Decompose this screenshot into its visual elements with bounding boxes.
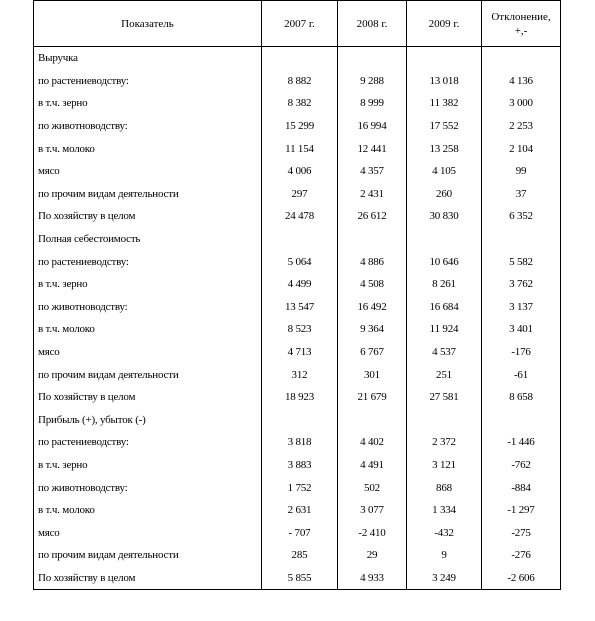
value-2007: 297 (262, 183, 338, 206)
value-2008: -2 410 (338, 521, 407, 544)
row-label: по животноводству: (34, 296, 262, 319)
value-deviation: -276 (482, 544, 561, 567)
value-2008: 4 491 (338, 454, 407, 477)
value-deviation (482, 47, 561, 70)
value-2007: 4 713 (262, 341, 338, 364)
row-label: по растениеводству: (34, 70, 262, 93)
value-2007: 8 882 (262, 70, 338, 93)
table-row (34, 47, 561, 70)
value-deviation (482, 228, 561, 251)
row-label: по животноводству: (34, 476, 262, 499)
row-label: По хозяйству в целом (34, 205, 262, 228)
row-label: в т.ч. зерно (34, 454, 262, 477)
table-body (34, 47, 561, 590)
value-2007: 312 (262, 363, 338, 386)
value-2008: 301 (338, 363, 407, 386)
value-2009 (407, 409, 482, 432)
value-2007: 2 631 (262, 499, 338, 522)
value-2007: 15 299 (262, 115, 338, 138)
row-label: мясо (34, 341, 262, 364)
table-row (34, 228, 561, 251)
value-deviation: 3 401 (482, 318, 561, 341)
value-2007: 1 752 (262, 476, 338, 499)
value-deviation (482, 409, 561, 432)
value-deviation: -176 (482, 341, 561, 364)
table-row (34, 183, 561, 206)
value-2009: 11 924 (407, 318, 482, 341)
value-deviation: -275 (482, 521, 561, 544)
value-2007 (262, 409, 338, 432)
row-label: в т.ч. молоко (34, 137, 262, 160)
value-2008: 502 (338, 476, 407, 499)
value-deviation: -1 297 (482, 499, 561, 522)
table-row (34, 250, 561, 273)
row-label: по животноводству: (34, 115, 262, 138)
value-2008: 29 (338, 544, 407, 567)
row-label: мясо (34, 521, 262, 544)
value-2008: 4 357 (338, 160, 407, 183)
table-row (34, 341, 561, 364)
value-2008: 12 441 (338, 137, 407, 160)
row-label: по прочим видам деятельности (34, 183, 262, 206)
value-2009: 2 372 (407, 431, 482, 454)
value-2008 (338, 47, 407, 70)
value-deviation: 2 253 (482, 115, 561, 138)
value-2009: -432 (407, 521, 482, 544)
row-label: Выручка (34, 47, 262, 70)
row-label: в т.ч. зерно (34, 92, 262, 115)
table-row (34, 318, 561, 341)
row-label: по растениеводству: (34, 250, 262, 273)
value-2008 (338, 409, 407, 432)
value-2008: 3 077 (338, 499, 407, 522)
table-row (34, 70, 561, 93)
table-row (34, 137, 561, 160)
value-2009: 13 018 (407, 70, 482, 93)
header-deviation-line1: Отклонение, (491, 10, 551, 23)
row-label: по прочим видам деятельности (34, 363, 262, 386)
value-2008: 2 431 (338, 183, 407, 206)
value-2009: 1 334 (407, 499, 482, 522)
value-2007: 18 923 (262, 386, 338, 409)
value-2008: 26 612 (338, 205, 407, 228)
value-2007: 8 382 (262, 92, 338, 115)
table-row (34, 273, 561, 296)
value-2009 (407, 47, 482, 70)
value-2008: 16 492 (338, 296, 407, 319)
value-2007 (262, 47, 338, 70)
header-2009: 2009 г. (407, 1, 482, 47)
value-2009: 251 (407, 363, 482, 386)
value-2008: 21 679 (338, 386, 407, 409)
value-deviation: 3 137 (482, 296, 561, 319)
table-row (34, 205, 561, 228)
value-2007: 13 547 (262, 296, 338, 319)
value-deviation: -1 446 (482, 431, 561, 454)
table-row (34, 544, 561, 567)
row-label: По хозяйству в целом (34, 567, 262, 590)
table-row (34, 409, 561, 432)
value-deviation: 8 658 (482, 386, 561, 409)
table-row (34, 499, 561, 522)
header-2008: 2008 г. (338, 1, 407, 47)
value-2009: 10 646 (407, 250, 482, 273)
value-deviation: -762 (482, 454, 561, 477)
value-2009: 8 261 (407, 273, 482, 296)
value-deviation: 6 352 (482, 205, 561, 228)
row-label: Полная себестоимость (34, 228, 262, 251)
row-label: в т.ч. зерно (34, 273, 262, 296)
value-2007: 24 478 (262, 205, 338, 228)
row-label: по растениеводству: (34, 431, 262, 454)
value-2007: 11 154 (262, 137, 338, 160)
table-row (34, 115, 561, 138)
value-2009: 3 121 (407, 454, 482, 477)
table-row (34, 431, 561, 454)
value-deviation: 5 582 (482, 250, 561, 273)
value-deviation: 37 (482, 183, 561, 206)
value-2008: 9 288 (338, 70, 407, 93)
table-row (34, 386, 561, 409)
row-label: в т.ч. молоко (34, 499, 262, 522)
value-2008: 4 402 (338, 431, 407, 454)
value-deviation: -61 (482, 363, 561, 386)
value-2009: 9 (407, 544, 482, 567)
row-label: По хозяйству в целом (34, 386, 262, 409)
header-deviation (482, 1, 561, 47)
value-2008: 16 994 (338, 115, 407, 138)
value-2009: 27 581 (407, 386, 482, 409)
row-label: мясо (34, 160, 262, 183)
value-deviation: 3 000 (482, 92, 561, 115)
value-2009 (407, 228, 482, 251)
header-deviation-line2: +,- (514, 24, 528, 37)
header-indicator: Показатель (34, 1, 262, 47)
value-2009: 3 249 (407, 567, 482, 590)
value-2008: 6 767 (338, 341, 407, 364)
value-deviation: 3 762 (482, 273, 561, 296)
table-row (34, 476, 561, 499)
value-deviation: -884 (482, 476, 561, 499)
value-2008 (338, 228, 407, 251)
table-row (34, 521, 561, 544)
table-row (34, 567, 561, 590)
value-2008: 9 364 (338, 318, 407, 341)
value-2007: 4 006 (262, 160, 338, 183)
value-2007: 3 883 (262, 454, 338, 477)
value-2008: 8 999 (338, 92, 407, 115)
value-deviation: 99 (482, 160, 561, 183)
value-2007: 3 818 (262, 431, 338, 454)
value-2007 (262, 228, 338, 251)
financial-results-table (33, 0, 561, 590)
value-2008: 4 508 (338, 273, 407, 296)
row-label: Прибыль (+), убыток (-) (34, 409, 262, 432)
table-header-row (34, 1, 561, 47)
table-row (34, 454, 561, 477)
value-deviation: 2 104 (482, 137, 561, 160)
value-2007: 5 855 (262, 567, 338, 590)
table-row (34, 92, 561, 115)
value-2009: 11 382 (407, 92, 482, 115)
value-2009: 16 684 (407, 296, 482, 319)
value-2007: - 707 (262, 521, 338, 544)
value-2009: 868 (407, 476, 482, 499)
value-2009: 13 258 (407, 137, 482, 160)
value-2009: 30 830 (407, 205, 482, 228)
value-2009: 4 105 (407, 160, 482, 183)
table-row (34, 296, 561, 319)
value-2009: 17 552 (407, 115, 482, 138)
value-2009: 4 537 (407, 341, 482, 364)
value-2007: 285 (262, 544, 338, 567)
value-deviation: 4 136 (482, 70, 561, 93)
table-row (34, 363, 561, 386)
value-2007: 4 499 (262, 273, 338, 296)
table-row (34, 160, 561, 183)
value-2008: 4 886 (338, 250, 407, 273)
value-2008: 4 933 (338, 567, 407, 590)
row-label: по прочим видам деятельности (34, 544, 262, 567)
value-2007: 8 523 (262, 318, 338, 341)
header-2007: 2007 г. (262, 1, 338, 47)
row-label: в т.ч. молоко (34, 318, 262, 341)
value-2007: 5 064 (262, 250, 338, 273)
value-deviation: -2 606 (482, 567, 561, 590)
value-2009: 260 (407, 183, 482, 206)
